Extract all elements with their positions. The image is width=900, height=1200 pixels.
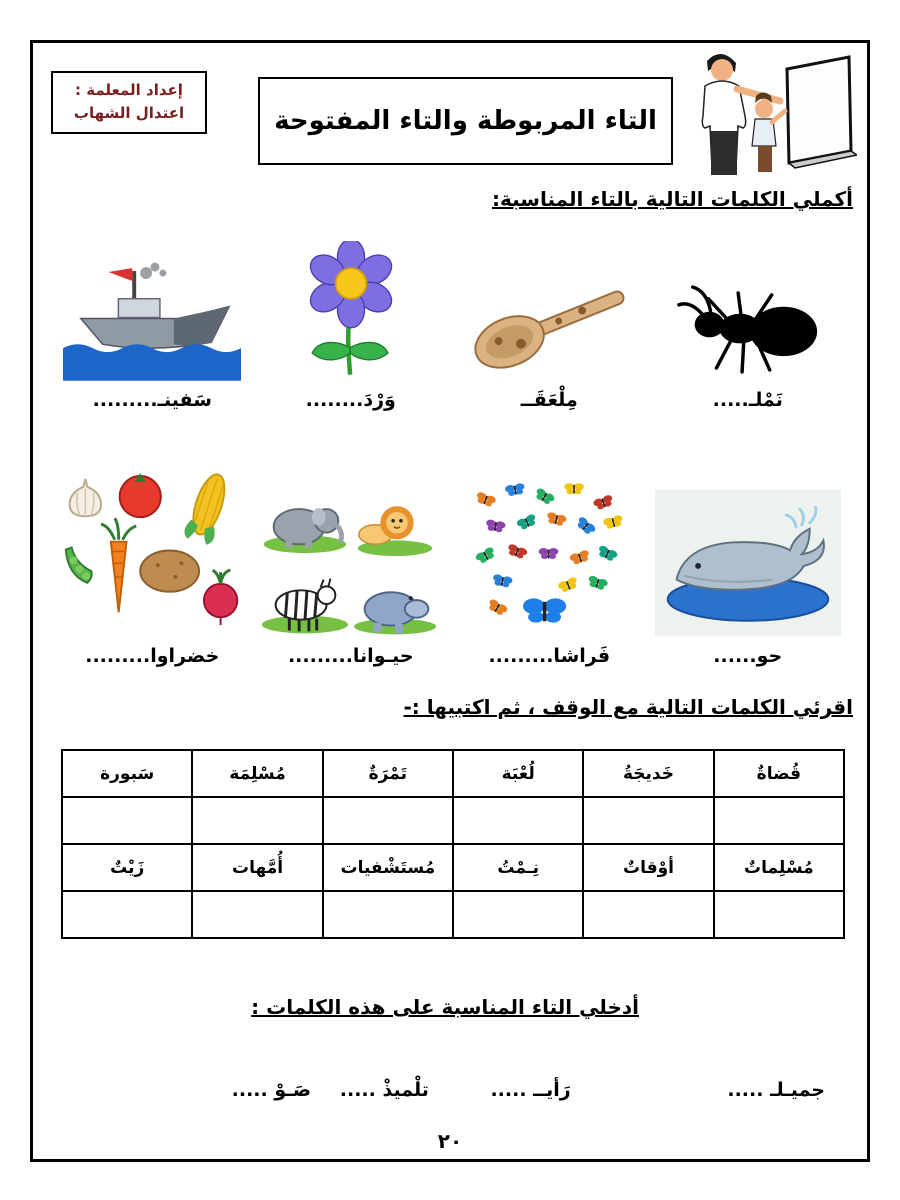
teacher-whiteboard-icon: [685, 51, 857, 183]
empty-write-cell: [714, 891, 844, 938]
word-cell: زَيْتٌ: [62, 844, 192, 891]
table-row-blank-1: [62, 797, 844, 844]
teacher-credit-box: [51, 71, 207, 134]
section-insert-heading: أدخلي التاء المناسبة على هذه الكلمات :: [251, 995, 639, 1019]
section-complete-heading: أكملي الكلمات التالية بالتاء المناسبة:: [492, 187, 853, 211]
blank-word-ship: سَفينـ.........: [92, 389, 212, 411]
word-cell: سَبورة: [62, 750, 192, 797]
empty-write-cell: [323, 891, 453, 938]
words-table: [61, 749, 845, 939]
empty-write-cell: [192, 797, 322, 844]
empty-write-cell: [453, 797, 583, 844]
picture-cell-animals: [252, 435, 451, 667]
blank-word-ant: نَمْلـ.....: [712, 389, 783, 411]
table-row-words-2: [62, 844, 844, 891]
blank-word-whale: حو......: [713, 645, 783, 667]
teacher-credit-line1: إعداد المعلمة :: [75, 81, 183, 99]
empty-write-cell: [62, 797, 192, 844]
empty-write-cell: [583, 891, 713, 938]
word-cell: مُستَشْفيات: [323, 844, 453, 891]
table-row-blank-2: [62, 891, 844, 938]
picture-cell-vegetables: [53, 435, 252, 667]
picture-cell-flower: [252, 219, 451, 411]
flower-icon: [292, 241, 410, 381]
word-cell: مُسْلِمَة: [192, 750, 322, 797]
worksheet-title: التاء المربوطة والتاء المفتوحة: [274, 106, 657, 136]
word-cell: تَمْرَةٌ: [323, 750, 453, 797]
blank-word-butterflies: فَراشا.........: [488, 645, 611, 667]
blank-word-vegetables: خضراوا.........: [85, 645, 220, 667]
page-number: ٢٠: [437, 1129, 463, 1153]
empty-write-cell: [453, 891, 583, 938]
butterflies-icon: [458, 475, 640, 637]
empty-write-cell: [714, 797, 844, 844]
animals-icon: [258, 479, 444, 637]
blank-word-animals: حيـوانا.........: [287, 645, 414, 667]
teacher-student-clipart: [685, 51, 857, 183]
picture-cell-ship: [53, 219, 252, 411]
page-border: [30, 40, 870, 1162]
blank-word-spoon: مِلْعَقَــ: [520, 389, 578, 411]
picture-cell-spoon: [450, 219, 649, 411]
picture-row-1: [53, 219, 847, 411]
word-cell: قُضاةٌ: [714, 750, 844, 797]
word-cell: أُمَّهات: [192, 844, 322, 891]
fill-word: صَـوْ .....: [231, 1079, 312, 1101]
fill-in-words-line: [63, 1079, 825, 1101]
worksheet-title-box: [258, 77, 673, 165]
picture-cell-butterflies: [450, 435, 649, 667]
empty-write-cell: [62, 891, 192, 938]
word-cell: نِـمْتُ: [453, 844, 583, 891]
vegetables-icon: [54, 465, 250, 637]
fill-word: تلْميذْ .....: [339, 1079, 429, 1101]
spoon-icon: [465, 271, 633, 381]
word-cell: لُعْبَة: [453, 750, 583, 797]
word-cell: مُسْلِماتٌ: [714, 844, 844, 891]
empty-write-cell: [583, 797, 713, 844]
ship-icon: [63, 257, 241, 381]
word-cell: خَديجَةُ: [583, 750, 713, 797]
picture-row-2: [53, 435, 847, 667]
fill-word: جميـلـ .....: [727, 1079, 825, 1101]
empty-write-cell: [192, 891, 322, 938]
whale-icon: [655, 489, 841, 637]
picture-cell-ant: [649, 219, 848, 411]
word-cell: أوْقاتٌ: [583, 844, 713, 891]
fill-word: رَأيــ .....: [490, 1079, 571, 1101]
section-read-heading: اقرئي الكلمات التالية مع الوقف ، ثم اكتبيها :-: [403, 695, 853, 719]
blank-word-flower: وَرْدَ........: [305, 389, 396, 411]
teacher-credit-line2: اعتدال الشهاب: [73, 103, 185, 122]
table-row-words-1: [62, 750, 844, 797]
empty-write-cell: [323, 797, 453, 844]
picture-cell-whale: [649, 435, 848, 667]
ant-icon: [669, 277, 827, 381]
